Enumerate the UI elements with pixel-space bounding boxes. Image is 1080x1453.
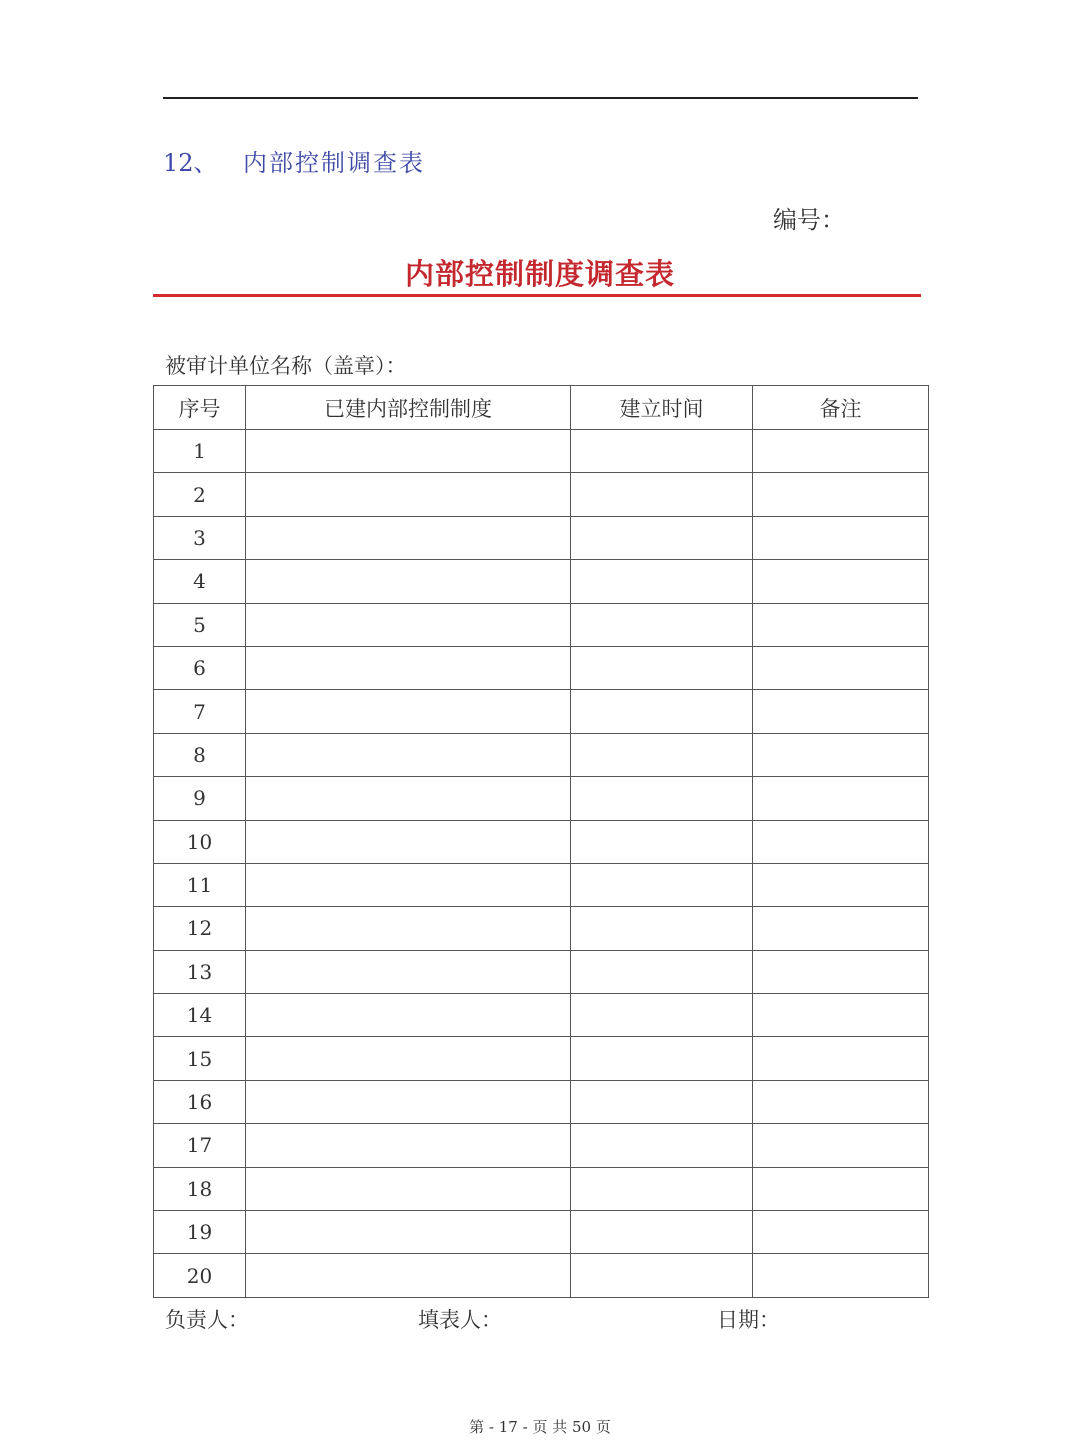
remarks-cell[interactable] bbox=[753, 777, 929, 820]
remarks-cell[interactable] bbox=[753, 1254, 929, 1297]
row-number: 10 bbox=[154, 820, 246, 863]
established-time-cell[interactable] bbox=[571, 994, 753, 1037]
established-time-cell[interactable] bbox=[571, 1037, 753, 1080]
remarks-cell[interactable] bbox=[753, 1080, 929, 1123]
established-time-cell[interactable] bbox=[571, 1211, 753, 1254]
control-system-cell[interactable] bbox=[246, 690, 571, 733]
header-rule bbox=[163, 97, 918, 99]
table-header-row bbox=[154, 386, 929, 430]
remarks-cell[interactable] bbox=[753, 1124, 929, 1167]
control-system-cell[interactable] bbox=[246, 1167, 571, 1210]
table-row bbox=[154, 950, 929, 993]
established-time-cell[interactable] bbox=[571, 560, 753, 603]
row-number: 2 bbox=[154, 473, 246, 516]
preparer-label: 填表人： bbox=[418, 1308, 502, 1332]
row-number: 19 bbox=[154, 1211, 246, 1254]
control-system-cell[interactable] bbox=[246, 646, 571, 689]
control-system-cell[interactable] bbox=[246, 603, 571, 646]
table-row bbox=[154, 430, 929, 473]
table-row bbox=[154, 560, 929, 603]
remarks-cell[interactable] bbox=[753, 1037, 929, 1080]
table-row bbox=[154, 1167, 929, 1210]
header-established-time: 建立时间 bbox=[571, 386, 753, 430]
table-row bbox=[154, 907, 929, 950]
control-system-cell[interactable] bbox=[246, 777, 571, 820]
row-number: 8 bbox=[154, 733, 246, 776]
remarks-cell[interactable] bbox=[753, 907, 929, 950]
row-number: 13 bbox=[154, 950, 246, 993]
table-row bbox=[154, 994, 929, 1037]
serial-number-label: 编号： bbox=[773, 206, 845, 234]
established-time-cell[interactable] bbox=[571, 863, 753, 906]
table-row bbox=[154, 777, 929, 820]
remarks-cell[interactable] bbox=[753, 994, 929, 1037]
established-time-cell[interactable] bbox=[571, 733, 753, 776]
established-time-cell[interactable] bbox=[571, 950, 753, 993]
row-number: 7 bbox=[154, 690, 246, 733]
control-system-cell[interactable] bbox=[246, 863, 571, 906]
established-time-cell[interactable] bbox=[571, 690, 753, 733]
title-underline bbox=[153, 294, 921, 297]
table-row bbox=[154, 1124, 929, 1167]
remarks-cell[interactable] bbox=[753, 603, 929, 646]
audited-unit-label: 被审计单位名称（盖章）： bbox=[165, 354, 407, 378]
established-time-cell[interactable] bbox=[571, 430, 753, 473]
table-row bbox=[154, 473, 929, 516]
control-system-cell[interactable] bbox=[246, 1080, 571, 1123]
row-number: 15 bbox=[154, 1037, 246, 1080]
row-number: 12 bbox=[154, 907, 246, 950]
row-number: 5 bbox=[154, 603, 246, 646]
established-time-cell[interactable] bbox=[571, 603, 753, 646]
control-system-cell[interactable] bbox=[246, 1124, 571, 1167]
control-system-cell[interactable] bbox=[246, 994, 571, 1037]
control-system-cell[interactable] bbox=[246, 473, 571, 516]
control-system-cell[interactable] bbox=[246, 733, 571, 776]
responsible-person-label: 负责人： bbox=[165, 1308, 249, 1332]
table-row bbox=[154, 1254, 929, 1297]
remarks-cell[interactable] bbox=[753, 646, 929, 689]
established-time-cell[interactable] bbox=[571, 1254, 753, 1297]
section-number: 12、 bbox=[163, 149, 218, 177]
section-heading bbox=[163, 143, 425, 178]
survey-table bbox=[153, 385, 929, 1298]
established-time-cell[interactable] bbox=[571, 1080, 753, 1123]
table-row bbox=[154, 1211, 929, 1254]
remarks-cell[interactable] bbox=[753, 516, 929, 559]
established-time-cell[interactable] bbox=[571, 777, 753, 820]
established-time-cell[interactable] bbox=[571, 646, 753, 689]
established-time-cell[interactable] bbox=[571, 516, 753, 559]
control-system-cell[interactable] bbox=[246, 907, 571, 950]
row-number: 18 bbox=[154, 1167, 246, 1210]
section-title: 内部控制调查表 bbox=[243, 149, 425, 177]
remarks-cell[interactable] bbox=[753, 863, 929, 906]
table-row bbox=[154, 646, 929, 689]
control-system-cell[interactable] bbox=[246, 1037, 571, 1080]
control-system-cell[interactable] bbox=[246, 430, 571, 473]
established-time-cell[interactable] bbox=[571, 820, 753, 863]
row-number: 3 bbox=[154, 516, 246, 559]
table-row bbox=[154, 820, 929, 863]
row-number: 14 bbox=[154, 994, 246, 1037]
row-number: 6 bbox=[154, 646, 246, 689]
header-remarks: 备注 bbox=[753, 386, 929, 430]
control-system-cell[interactable] bbox=[246, 560, 571, 603]
control-system-cell[interactable] bbox=[246, 1254, 571, 1297]
header-control-system: 已建内部控制制度 bbox=[246, 386, 571, 430]
table-row bbox=[154, 863, 929, 906]
remarks-cell[interactable] bbox=[753, 1167, 929, 1210]
table-row bbox=[154, 603, 929, 646]
established-time-cell[interactable] bbox=[571, 1124, 753, 1167]
row-number: 4 bbox=[154, 560, 246, 603]
table-row bbox=[154, 516, 929, 559]
remarks-cell[interactable] bbox=[753, 560, 929, 603]
row-number: 11 bbox=[154, 863, 246, 906]
table-row bbox=[154, 1080, 929, 1123]
control-system-cell[interactable] bbox=[246, 1211, 571, 1254]
date-label: 日期： bbox=[717, 1308, 780, 1332]
remarks-cell[interactable] bbox=[753, 950, 929, 993]
remarks-cell[interactable] bbox=[753, 690, 929, 733]
page-number-footer: 第 - 17 - 页 共 50 页 bbox=[469, 1418, 611, 1436]
remarks-cell[interactable] bbox=[753, 733, 929, 776]
row-number: 20 bbox=[154, 1254, 246, 1297]
remarks-cell[interactable] bbox=[753, 820, 929, 863]
established-time-cell[interactable] bbox=[571, 907, 753, 950]
control-system-cell[interactable] bbox=[246, 820, 571, 863]
table-row bbox=[154, 733, 929, 776]
established-time-cell[interactable] bbox=[571, 1167, 753, 1210]
table-body bbox=[154, 430, 929, 1298]
table-row bbox=[154, 1037, 929, 1080]
row-number: 1 bbox=[154, 430, 246, 473]
row-number: 17 bbox=[154, 1124, 246, 1167]
remarks-cell[interactable] bbox=[753, 430, 929, 473]
row-number: 16 bbox=[154, 1080, 246, 1123]
header-seq: 序号 bbox=[154, 386, 246, 430]
remarks-cell[interactable] bbox=[753, 473, 929, 516]
form-title: 内部控制制度调查表 bbox=[404, 257, 675, 291]
established-time-cell[interactable] bbox=[571, 473, 753, 516]
remarks-cell[interactable] bbox=[753, 1211, 929, 1254]
table-row bbox=[154, 690, 929, 733]
control-system-cell[interactable] bbox=[246, 950, 571, 993]
control-system-cell[interactable] bbox=[246, 516, 571, 559]
row-number: 9 bbox=[154, 777, 246, 820]
